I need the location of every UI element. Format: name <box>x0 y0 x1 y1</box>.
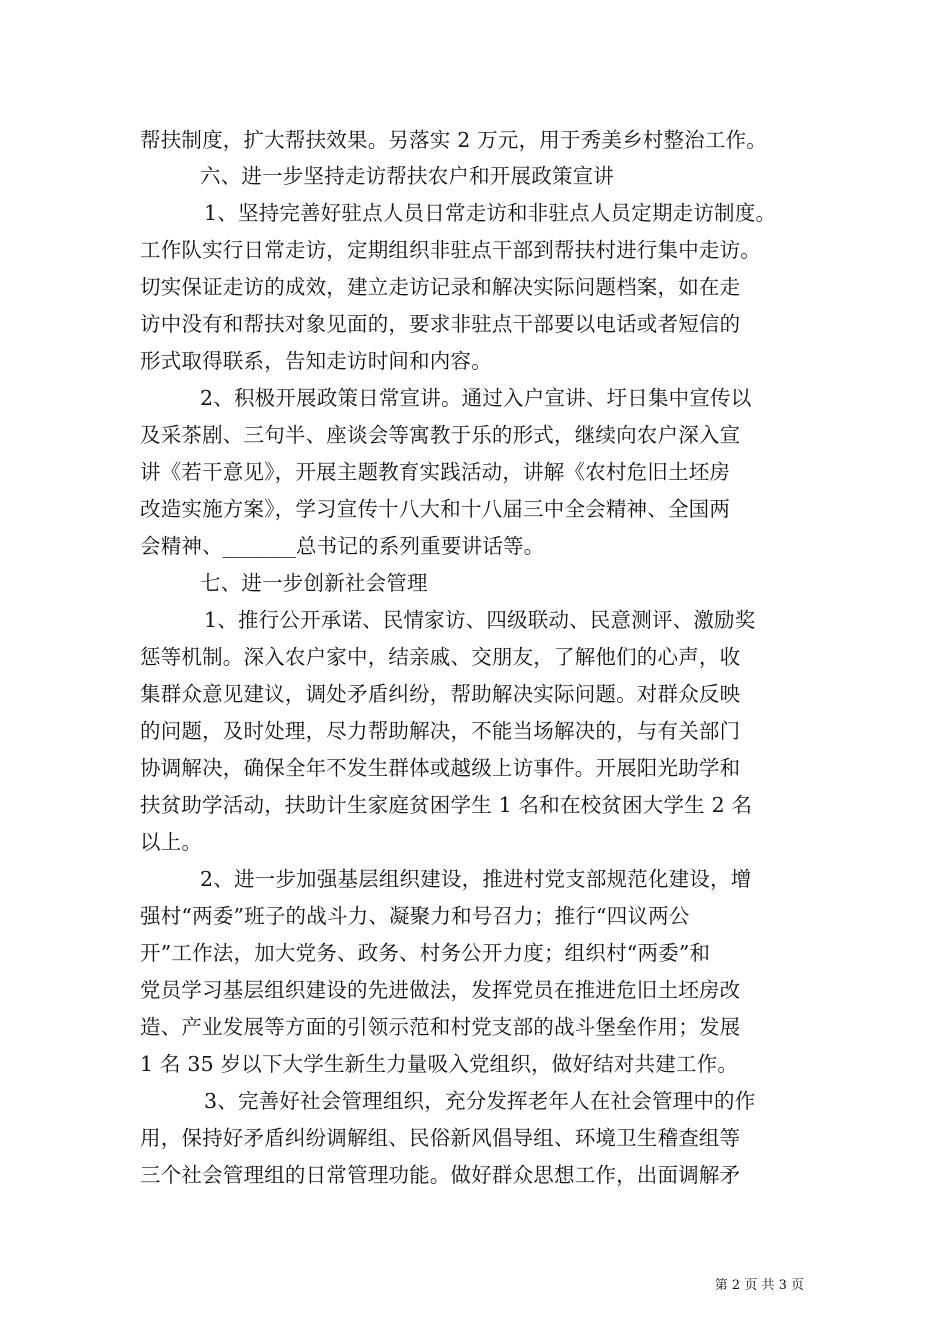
text-line: 2、积极开展政策日常宣讲。通过入户宣讲、圩日集中宣传以 <box>200 386 752 410</box>
page-number-footer: 第 2 页 共 3 页 <box>714 1278 804 1293</box>
text-line: 造、产业发展等方面的引领示范和村党支部的战斗堡垒作用；发展 <box>140 1015 741 1039</box>
text-line: 开”工作法，加大党务、政务、村务公开力度；组织村“两委”和 <box>140 941 711 965</box>
text-line: 三个社会管理组的日常管理功能。做好群众思想工作，出面调解矛 <box>140 1163 741 1187</box>
text-line: 访中没有和帮扶对象见面的，要求非驻点干部要以电话或者短信的 <box>140 312 741 336</box>
text-line: 党员学习基层组织建设的先进做法，发挥党员在推进危旧土坯房改 <box>140 978 741 1002</box>
text-line: 以上。 <box>140 830 203 854</box>
section-heading: 六、进一步坚持走访帮扶农户和开展政策宣讲 <box>200 164 614 188</box>
text-line: 2、进一步加强基层组织建设，推进村党支部规范化建设，增 <box>200 867 752 891</box>
text-line: 及采茶剧、三句半、座谈会等寓教于乐的形式，继续向农户深入宣 <box>140 423 741 447</box>
text-line: 扶贫助学活动，扶助计生家庭贫困学生 1 名和在校贫困大学生 2 名 <box>140 793 753 817</box>
section-heading: 七、进一步创新社会管理 <box>200 571 428 595</box>
text-line: 帮扶制度，扩大帮扶效果。另落实 2 万元，用于秀美乡村整治工作。 <box>140 128 767 152</box>
text-line: 强村“两委”班子的战斗力、凝聚力和号召力；推行“四议两公 <box>140 904 690 928</box>
text-line: 3、完善好社会管理组织，充分发挥老年人在社会管理中的作 <box>204 1089 756 1113</box>
text-line: 惩等机制。深入农户家中，结亲戚、交朋友，了解他们的心声，收 <box>140 645 741 669</box>
text-line: 集群众意见建议，调处矛盾纠纷，帮助解决实际问题。对群众反映 <box>140 682 741 706</box>
text-line: 工作队实行日常走访，定期组织非驻点干部到帮扶村进行集中走访。 <box>140 238 761 262</box>
text-line: 1 名 35 岁以下大学生新生力量吸入党组织，做好结对共建工作。 <box>140 1052 739 1076</box>
text-line: 的问题，及时处理，尽力帮助解决，不能当场解决的，与有关部门 <box>140 719 741 743</box>
text-line: 1、坚持完善好驻点人员日常走访和非驻点人员定期走访制度。 <box>204 201 777 225</box>
text-line: 改造实施方案》，学习宣传十八大和十八届三中全会精神、全国两 <box>140 497 731 521</box>
text-line: 形式取得联系，告知走访时间和内容。 <box>140 349 492 373</box>
text-line: 会精神、_______总书记的系列重要讲话等。 <box>140 534 545 558</box>
text-line: 协调解决，确保全年不发生群体或越级上访事件。开展阳光助学和 <box>140 756 741 780</box>
text-line: 切实保证走访的成效，建立走访记录和解决实际问题档案，如在走 <box>140 275 741 299</box>
text-line: 用，保持好矛盾纠纷调解组、民俗新风倡导组、环境卫生稽查组等 <box>140 1126 741 1150</box>
text-line: 1、推行公开承诺、民情家访、四级联动、民意测评、激励奖 <box>204 608 756 632</box>
text-line: 讲《若干意见》，开展主题教育实践活动，讲解《农村危旧土坯房 <box>140 460 731 484</box>
